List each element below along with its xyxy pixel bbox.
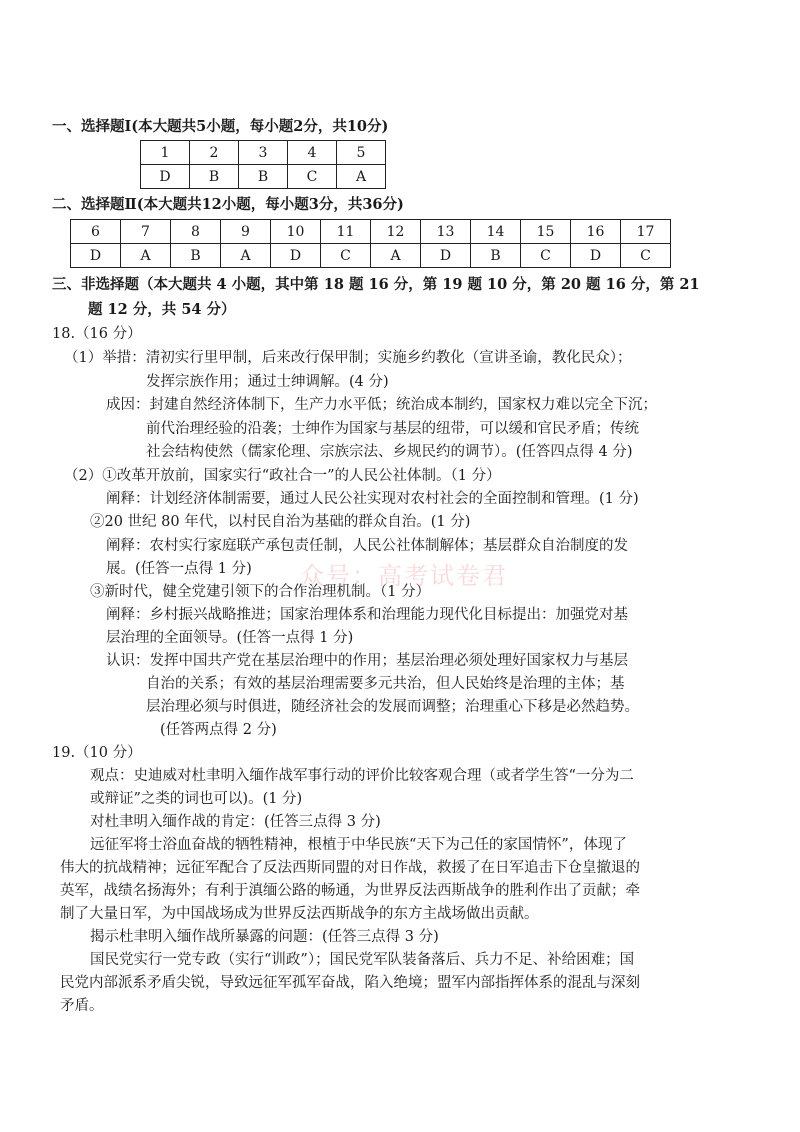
table-cell: A [337, 165, 386, 189]
table-cell: 14 [471, 220, 521, 244]
table-cell: D [71, 244, 121, 268]
table-cell: C [288, 165, 337, 189]
table-cell: D [421, 244, 471, 268]
table-cell: 3 [239, 141, 288, 165]
table-cell: C [621, 244, 671, 268]
section2-number-row [71, 220, 671, 244]
paragraph-line: 阐释：计划经济体制需要，通过人民公社实现对农村社会的全面控制和管理。(1 分) [106, 491, 639, 507]
watermark: 众号：高考试卷君 [300, 562, 508, 590]
section1-title: 一、选择题Ⅰ(本大题共5小题，每小题2分，共10分) [52, 118, 389, 135]
paragraph-line: 前代治理经验的沿袭；士绅作为国家与基层的纽带，可以缓和官民矛盾；传统 [146, 421, 639, 437]
paragraph-line: 社会结构使然（儒家伦理、宗族宗法、乡规民约的调节）。(任答四点得 4 分) [146, 444, 633, 460]
section1-answer-table [140, 140, 386, 189]
paragraph-line: 英军，战绩名扬海外；有利于滇缅公路的畅通，为世界反法西斯战争的胜利作出了贡献；牵 [60, 883, 640, 899]
q18-heading: 18.（16 分） [52, 326, 142, 342]
table-cell: B [171, 244, 221, 268]
table-cell: B [239, 165, 288, 189]
table-cell: 10 [271, 220, 321, 244]
paragraph-line: 观点：史迪威对杜聿明入缅作战军事行动的评价比较客观合理（或者学生答“一分为二 [90, 768, 634, 784]
section3-title: 三、非选择题（本大题共 4 小题，其中第 18 题 16 分，第 19 题 10 分，第 20 题 16 分，第 21 [52, 276, 700, 293]
table-cell: 8 [171, 220, 221, 244]
paragraph-line: ②20 世纪 80 年代，以村民自治为基础的群众自治。(1 分) [90, 514, 471, 530]
paragraph-line: 国民党实行一党专政（实行“训政”）；国民党军队装备落后、兵力不足、补给困难；国 [90, 952, 635, 968]
paragraph-line: 制了大量日军，为中国战场成为世界反法西斯战争的东方主战场做出贡献。 [60, 906, 539, 922]
table-cell: 4 [288, 141, 337, 165]
table-cell: A [221, 244, 271, 268]
table-cell: D [141, 165, 190, 189]
paragraph-line: （1）举措：清初实行里甲制，后来改行保甲制；实施乡约教化（宣讲圣谕，教化民众）； [64, 350, 632, 366]
section2-answer-table [70, 219, 671, 268]
paragraph-line: 远征军将士浴血奋战的牺牲精神，根植于中华民族“天下为己任的家国情怀”，体现了 [90, 837, 627, 853]
table-cell: 12 [371, 220, 421, 244]
paragraph-line: （2）①改革开放前，国家实行“政社合一”的人民公社体制。（1 分） [64, 468, 501, 484]
table-cell: C [321, 244, 371, 268]
section3-title-cont: 题 12 分，共 54 分） [88, 301, 236, 318]
paragraph-line: (任答两点得 2 分) [160, 722, 277, 738]
section2-answer-row [71, 244, 671, 268]
table-cell: 13 [421, 220, 471, 244]
table-cell: D [571, 244, 621, 268]
table-cell: C [521, 244, 571, 268]
table-cell: 7 [121, 220, 171, 244]
paragraph-line: 成因：封建自然经济体制下，生产力水平低；统治成本制约，国家权力难以完全下沉； [106, 397, 657, 413]
table-cell: 16 [571, 220, 621, 244]
table-cell: 5 [337, 141, 386, 165]
paragraph-line: 矛盾。 [60, 998, 104, 1014]
table-cell: D [271, 244, 321, 268]
paragraph-line: 发挥宗族作用；通过士绅调解。(4 分) [146, 374, 389, 390]
paragraph-line: 对杜聿明入缅作战的肯定：(任答三点得 3 分) [90, 814, 381, 830]
table-cell: 2 [190, 141, 239, 165]
table-cell: 15 [521, 220, 571, 244]
paragraph-line: 自治的关系；有效的基层治理需要多元共治，但人民始终是治理的主体；基 [146, 676, 625, 692]
section1-answer-row [141, 165, 386, 189]
table-cell: 6 [71, 220, 121, 244]
paragraph-line: 认识：发挥中国共产党在基层治理中的作用；基层治理必须处理好国家权力与基层 [106, 653, 628, 669]
section2-title: 二、选择题Ⅱ(本大题共12小题，每小题3分，共36分) [52, 196, 404, 213]
paragraph-line: 伟大的抗战精神；远征军配合了反法西斯同盟的对日作战，救援了在日军追击下仓皇撤退的 [60, 860, 640, 876]
table-cell: B [471, 244, 521, 268]
section1-number-row [141, 141, 386, 165]
table-cell: 1 [141, 141, 190, 165]
table-cell: A [121, 244, 171, 268]
paragraph-line: 揭示杜聿明入缅作战所暴露的问题：(任答三点得 3 分) [90, 929, 439, 945]
paragraph-line: ③新时代，健全党建引领下的合作治理机制。（1 分） [90, 584, 431, 600]
paragraph-line: 或辩证”之类的词也可以)。(1 分) [90, 791, 303, 807]
table-cell: 9 [221, 220, 271, 244]
paragraph-line: 民党内部派系矛盾尖锐，导致远征军孤军奋战，陷入绝境；盟军内部指挥体系的混乱与深刻 [60, 975, 640, 991]
table-cell: A [371, 244, 421, 268]
table-cell: B [190, 165, 239, 189]
paragraph-line: 层治理必须与时俱进，随经济社会的发展而调整；治理重心下移是必然趋势。 [146, 699, 639, 715]
table-cell: 11 [321, 220, 371, 244]
paragraph-line: 展。(任答一点得 1 分) [106, 561, 252, 577]
paragraph-line: 阐释：农村实行家庭联产承包责任制，人民公社体制解体；基层群众自治制度的发 [106, 538, 628, 554]
paragraph-line: 层治理的全面领导。(任答一点得 1 分) [106, 630, 354, 646]
paragraph-line: 阐释：乡村振兴战略推进；国家治理体系和治理能力现代化目标提出：加强党对基 [106, 607, 628, 623]
q19-heading: 19.（10 分） [52, 745, 142, 761]
table-cell: 17 [621, 220, 671, 244]
